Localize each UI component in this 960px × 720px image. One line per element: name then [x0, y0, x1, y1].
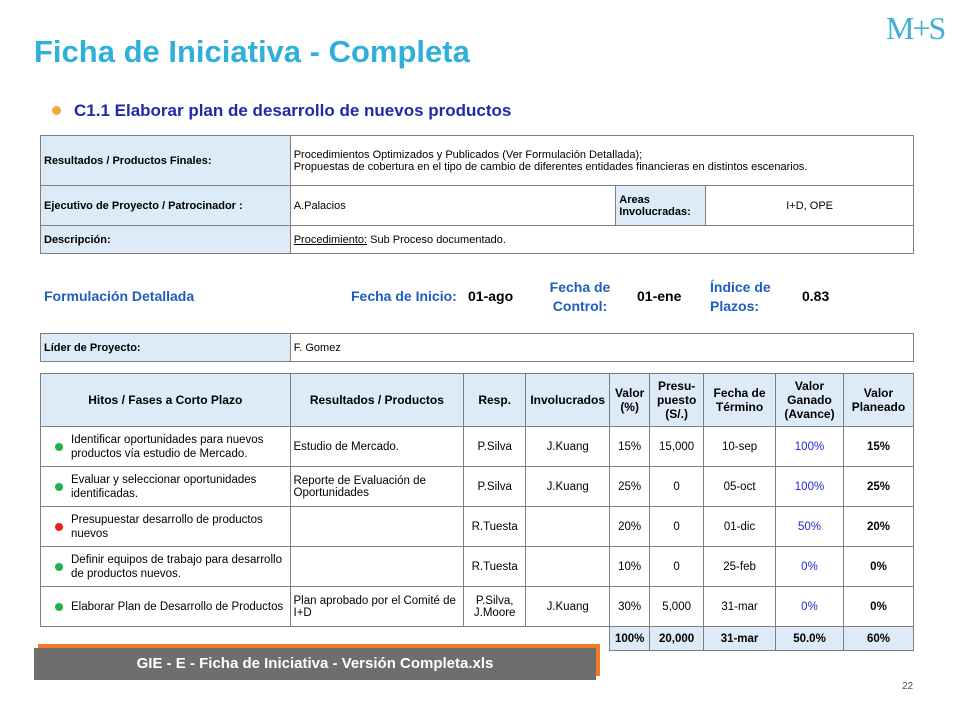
- fecha-control-value: 01-ene: [637, 288, 682, 304]
- hito-cell: [41, 467, 291, 507]
- hitos-table: [40, 373, 914, 651]
- status-dot-icon: [55, 563, 63, 571]
- fecha-cell: 25-feb: [704, 547, 776, 587]
- resp-cell: R.Tuesta: [464, 507, 526, 547]
- ganado-cell: 0%: [776, 547, 844, 587]
- status-dot-icon: [55, 523, 63, 531]
- status-dot-icon: [55, 483, 63, 491]
- hito-cell: [41, 547, 291, 587]
- presupuesto-cell: 0: [650, 467, 704, 507]
- descripcion-value: [290, 226, 913, 254]
- resultado-cell: [290, 547, 464, 587]
- brand-logo: M+S: [886, 10, 945, 46]
- hito-text: Elaborar Plan de Desarrollo de Productos: [71, 600, 284, 613]
- ejecutivo-value: A.Palacios: [290, 186, 616, 226]
- hito-text: Definir equipos de trabajo para desarrollo de productos nuevos.: [71, 553, 282, 580]
- status-dot-icon: [55, 443, 63, 451]
- total-presupuesto: 20,000: [650, 627, 704, 651]
- status-dot-icon: [55, 603, 63, 611]
- involucrados-cell: [526, 507, 610, 547]
- header-fecha: Fecha de Término: [704, 374, 776, 427]
- total-valor: 100%: [610, 627, 650, 651]
- descripcion-text: Sub Proceso documentado.: [367, 233, 506, 246]
- ganado-cell: 50%: [776, 507, 844, 547]
- involucrados-cell: [526, 547, 610, 587]
- table-row: [41, 427, 914, 467]
- page-title: Ficha de Iniciativa - Completa: [34, 34, 470, 69]
- hito-cell: [41, 587, 291, 627]
- resultado-cell: [290, 507, 464, 547]
- presupuesto-cell: 0: [650, 547, 704, 587]
- resp-cell: P.Silva, J.Moore: [464, 587, 526, 627]
- header-planeado: Valor Planeado: [843, 374, 913, 427]
- fecha-cell: 10-sep: [704, 427, 776, 467]
- ganado-cell: 0%: [776, 587, 844, 627]
- formulacion-label: Formulación Detallada: [44, 288, 195, 304]
- table-row: [41, 587, 914, 627]
- hito-cell: [41, 427, 291, 467]
- lider-table: [40, 333, 914, 362]
- footer-filename: GIE - E - Ficha de Iniciativa - Versión Completa.xls: [34, 648, 596, 680]
- involucrados-cell: J.Kuang: [526, 587, 610, 627]
- indice-value: 0.83: [802, 288, 830, 304]
- ejecutivo-label: Ejecutivo de Proyecto / Patrocinador :: [41, 186, 291, 226]
- fecha-inicio-label: Fecha de Inicio:: [351, 288, 457, 304]
- fecha-inicio-value: 01-ago: [468, 288, 514, 304]
- fecha-cell: 01-dic: [704, 507, 776, 547]
- descripcion-label: Descripción:: [41, 226, 291, 254]
- planeado-cell: 20%: [843, 507, 913, 547]
- indice-label: Índice de Plazos:: [710, 279, 771, 314]
- areas-label: Areas Involucradas:: [616, 186, 706, 226]
- header-involucrados: Involucrados: [526, 374, 610, 427]
- hito-cell: [41, 507, 291, 547]
- fecha-cell: 05-oct: [704, 467, 776, 507]
- procedimiento-link[interactable]: Procedimiento:: [293, 233, 368, 246]
- table-row: [41, 507, 914, 547]
- formulacion-row: [44, 276, 914, 318]
- ganado-cell: 100%: [776, 467, 844, 507]
- lider-label: Líder de Proyecto:: [41, 334, 291, 362]
- table-row: [41, 547, 914, 587]
- info-table: [40, 135, 914, 254]
- header-ganado: Valor Ganado (Avance): [776, 374, 844, 427]
- bullet-icon: [52, 106, 61, 115]
- hito-text: Evaluar y seleccionar oportunidades identificadas.: [71, 473, 257, 500]
- involucrados-cell: J.Kuang: [526, 427, 610, 467]
- resultado-cell: Estudio de Mercado.: [290, 427, 464, 467]
- subtitle-text: C1.1 Elaborar plan de desarrollo de nuevos productos: [74, 101, 512, 120]
- resp-cell: P.Silva: [464, 427, 526, 467]
- table-row: [41, 467, 914, 507]
- valor-cell: 10%: [610, 547, 650, 587]
- fecha-control-label: Fecha de Control:: [549, 279, 611, 314]
- presupuesto-cell: 15,000: [650, 427, 704, 467]
- areas-value: I+D, OPE: [706, 186, 914, 226]
- planeado-cell: 0%: [843, 587, 913, 627]
- resultados-label: Resultados / Productos Finales:: [41, 136, 291, 186]
- total-ganado: 50.0%: [776, 627, 844, 651]
- planeado-cell: 15%: [843, 427, 913, 467]
- planeado-cell: 25%: [843, 467, 913, 507]
- total-planeado: 60%: [843, 627, 913, 651]
- header-resp: Resp.: [464, 374, 526, 427]
- valor-cell: 20%: [610, 507, 650, 547]
- total-fecha: 31-mar: [704, 627, 776, 651]
- resultados-value: [290, 136, 913, 186]
- section-subtitle: [56, 101, 511, 121]
- page-number: 22: [902, 681, 914, 692]
- resp-cell: P.Silva: [464, 467, 526, 507]
- valor-cell: 15%: [610, 427, 650, 467]
- involucrados-cell: J.Kuang: [526, 467, 610, 507]
- header-hitos: Hitos / Fases a Corto Plazo: [41, 374, 291, 427]
- presupuesto-cell: 5,000: [650, 587, 704, 627]
- resultado-cell: Plan aprobado por el Comité de I+D: [290, 587, 464, 627]
- resp-cell: R.Tuesta: [464, 547, 526, 587]
- ganado-cell: 100%: [776, 427, 844, 467]
- resultados-line-1: Procedimientos Optimizados y Publicados (Ver Formulación Detallada);: [293, 148, 643, 161]
- fecha-cell: 31-mar: [704, 587, 776, 627]
- presupuesto-cell: 0: [650, 507, 704, 547]
- header-valor: Valor (%): [610, 374, 650, 427]
- hito-text: Presupuestar desarrollo de productos nuevos: [71, 513, 263, 540]
- planeado-cell: 0%: [843, 547, 913, 587]
- valor-cell: 30%: [610, 587, 650, 627]
- resultados-line-2: Propuestas de cobertura en el tipo de cambio de diferentes entidades financieras en distintos escenarios.: [293, 160, 808, 173]
- valor-cell: 25%: [610, 467, 650, 507]
- header-presupuesto: Presu- puesto (S/.): [650, 374, 704, 427]
- hito-text: Identificar oportunidades para nuevos productos vía estudio de Mercado.: [71, 433, 264, 460]
- lider-value: F. Gomez: [290, 334, 913, 362]
- header-resultados: Resultados / Productos: [290, 374, 464, 427]
- resultado-cell: Reporte de Evaluación de Oportunidades: [290, 467, 464, 507]
